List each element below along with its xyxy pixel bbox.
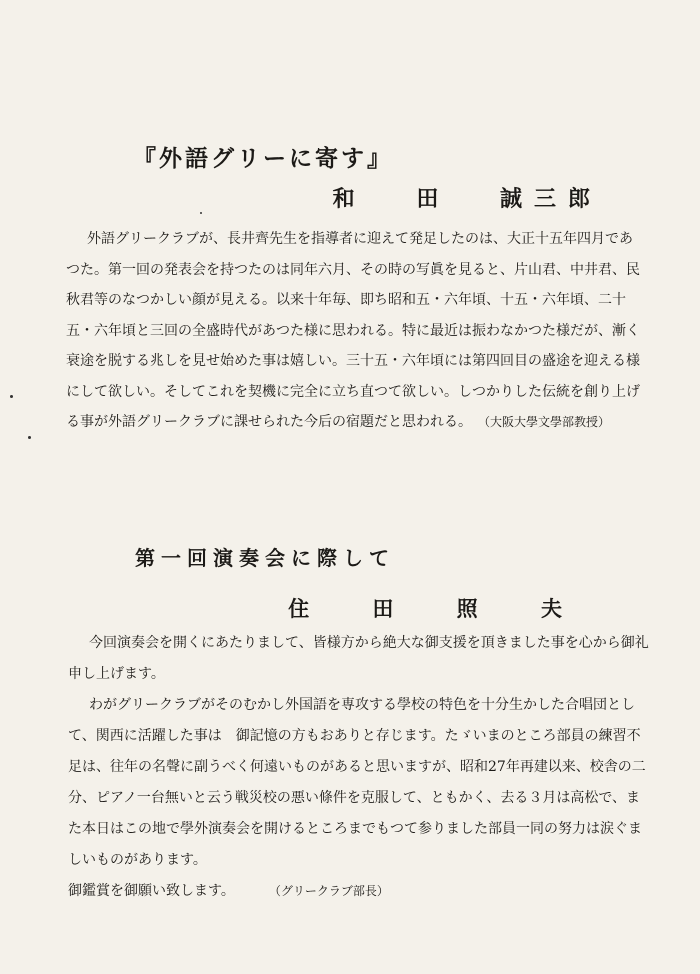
section2-title: 第一回演奏会に際して: [135, 546, 395, 570]
section2-author: 住 田 照 夫: [288, 596, 590, 621]
section2-closing: 御鑑賞を御願い致します。: [68, 883, 235, 899]
section1-author: 和 田 誠三郎: [332, 186, 602, 212]
section1-note: （大阪大學文學部教授）: [484, 415, 611, 429]
section1-text: 外語グリークラブが、長井齊先生を指導者に迎えて発足したのは、大正十五年四月であつた。第一回の発表会を持つたのは同年六月、その時の写眞を見ると、片山君、中井君、民秋君等のなつかしい顔が見える。以来十年毎、即ち昭和五・六年頃、十五・六年頃、二十五・六年頃と三回の全盛時代があつた様に思われる。特に最近は振わなかつた様だが、漸く衰途を脱する兆しを見せ始めた事は嬉しい。三十五・六年頃には第四回目の盛途を迎える様にして欲しい。そしてこれを契機に完全に立ち直つて欲しい。しつかりした伝統を創り上げる事が外語グリークラブに課せられた今后の宿題だと思われる。: [66, 231, 640, 430]
section1-paragraph: [66, 224, 646, 438]
section1-title: 『外語グリーに寄す』: [133, 145, 393, 172]
section2-note: （グリークラブ部長）: [274, 884, 389, 898]
section1-body: [66, 224, 646, 438]
speck: [200, 212, 202, 214]
speck: [28, 436, 31, 439]
section2-body: [68, 628, 653, 907]
section2-paragraph-2: わがグリークラブがそのむかし外国語を専攻する學校の特色を十分生かした合唱団として、関西に活躍した事は 御記憶の方もおありと存じます。たゞいまのところ部員の練習不足は、往年の名聲に副うべく何遠いものがあると思いますが、昭和27年再建以来、校舎の二分、ピアノ一台無いと云う戦災校の悪い條件を克服して、ともかく、去る３月は高松で、また本日はこの地で學外演奏会を開けるところまでもつて参りました部員一同の努力は涙ぐましいものがあります。: [68, 697, 646, 868]
section2-paragraph-1: 今回演奏会を開くにあたりまして、皆様方から絶大な御支援を頂きました事を心から御礼申し上げます。: [68, 635, 649, 682]
section2-paragraph-3: [68, 876, 653, 907]
speck: [10, 395, 13, 398]
